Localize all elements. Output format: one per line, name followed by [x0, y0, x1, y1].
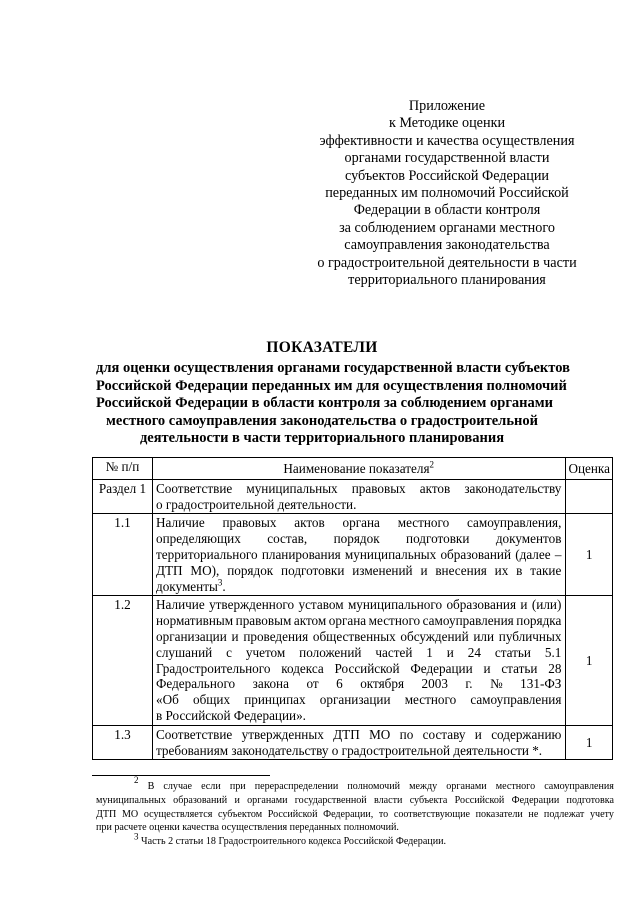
word: Федерации	[410, 660, 473, 676]
word: местного	[404, 692, 457, 708]
word: соответствующие	[393, 808, 470, 820]
word: Российской	[334, 660, 400, 676]
word: перераспределении	[254, 781, 339, 792]
word: между	[409, 781, 438, 792]
text-line	[156, 692, 561, 708]
row-num: Раздел 1	[93, 479, 153, 514]
word: Федерального	[156, 676, 236, 692]
word: внесения	[435, 562, 487, 578]
word: органа	[342, 515, 380, 531]
word: статьи	[494, 644, 531, 660]
row-name	[153, 725, 566, 760]
title-line: для оценки осуществления органами государственной власти субъектов	[96, 360, 570, 376]
text-line	[156, 597, 561, 613]
text-line: при расчете оценки качества осуществления переданных полномочий.	[96, 822, 399, 834]
word: органами	[247, 794, 288, 806]
header-name: Наименование показателя$^2$	[153, 458, 566, 480]
word: муниципальных	[344, 546, 437, 562]
word: (далее	[515, 546, 551, 562]
word: полномочий	[347, 781, 401, 792]
text-line	[156, 629, 561, 645]
word: самоуправления	[422, 613, 514, 629]
text-line	[96, 775, 614, 794]
word: закона	[252, 676, 289, 692]
text-line	[156, 481, 561, 497]
word: и	[420, 562, 428, 578]
appendix-line: Приложение	[408, 98, 486, 114]
word: изменений	[352, 562, 413, 578]
title-main: ПОКАЗАТЕЛИ	[266, 339, 378, 356]
word: образования	[446, 597, 517, 613]
row-num: 1.2	[93, 596, 153, 725]
word: правовых	[351, 480, 406, 496]
word: утвержденного	[209, 597, 295, 613]
appendix-header	[288, 98, 606, 289]
word: ДТП	[156, 562, 183, 578]
word: актов	[294, 515, 325, 531]
text-line: требованиям законодательству о градостроительной деятельности *.	[156, 742, 543, 758]
word: не	[528, 808, 539, 820]
word: публичных	[498, 628, 562, 644]
word: порядок	[333, 531, 380, 547]
table-header-row	[93, 458, 613, 480]
word: 5.1	[544, 644, 562, 660]
row-score: 1	[566, 514, 613, 596]
text-line	[156, 676, 561, 692]
text-line	[156, 661, 561, 677]
word: актом	[293, 613, 327, 629]
text-line	[156, 727, 561, 743]
word: и	[234, 794, 240, 806]
word: обсуждений	[400, 628, 469, 644]
word: 28	[548, 660, 562, 676]
word: нормативным	[156, 613, 234, 629]
appendix-line: субъектов Российской Федерации	[344, 167, 550, 184]
word: территориального	[156, 546, 258, 562]
appendix-line: самоуправления законодательства	[344, 237, 550, 254]
appendix-line: о градостроительной деятельности в части	[317, 254, 577, 271]
word: организации	[156, 628, 227, 644]
appendix-line: эффективности и качества осуществления	[319, 132, 575, 149]
indicator-row	[93, 596, 613, 725]
word: планирования	[261, 546, 341, 562]
word: МО),	[190, 562, 220, 578]
word: и	[520, 597, 528, 613]
row-num: 1.3	[93, 725, 153, 760]
header-num: № п/п	[93, 458, 153, 480]
word: учетом	[245, 644, 286, 660]
word: Наличие	[156, 515, 205, 531]
text-line	[156, 515, 561, 531]
appendix-line: Федерации в области контроля	[353, 202, 541, 219]
footnote-divider	[92, 775, 270, 776]
word: положений	[299, 644, 362, 660]
word: (или)	[531, 597, 562, 613]
footnote-ref: 3	[217, 577, 223, 588]
word: В	[147, 781, 155, 792]
text-line	[156, 531, 561, 547]
word: октября	[360, 676, 405, 692]
word: организации	[319, 692, 391, 708]
word: правовым	[235, 613, 292, 629]
word: определяющих	[156, 531, 241, 547]
word: самоуправления	[544, 781, 614, 792]
row-name	[153, 596, 566, 725]
word: и	[231, 628, 239, 644]
word: местного	[397, 515, 450, 531]
word: законодательству	[464, 480, 562, 496]
row-score	[566, 479, 613, 514]
word: власти	[373, 794, 403, 806]
footnotes	[96, 775, 614, 849]
word: состав,	[267, 531, 308, 547]
word: кодекса	[281, 660, 324, 676]
appendix-line: переданных им полномочий Российской	[325, 185, 569, 202]
word: или	[473, 628, 495, 644]
word: субъектом	[217, 808, 263, 820]
word: статьи	[501, 660, 538, 676]
word: муниципальных	[246, 480, 338, 496]
title-subtitle	[96, 360, 570, 448]
word: показатели	[475, 808, 523, 820]
word: подготовка	[566, 794, 614, 806]
text-line: документы$^3$.	[156, 577, 226, 594]
row-score: 1	[566, 725, 613, 760]
word: 24	[467, 644, 481, 660]
word: 1	[426, 644, 433, 660]
word: документов	[495, 531, 562, 547]
word: государственной	[294, 794, 367, 806]
word: правовых	[222, 515, 277, 531]
word: Российской	[267, 808, 318, 820]
indicator-row	[93, 514, 613, 596]
footnote-3: $^3$ Часть 2 статьи 18 Градостроительного кодекса Российской Федерации.	[134, 831, 447, 848]
appendix-line: к Методике оценки	[388, 115, 506, 132]
word: образований	[173, 794, 228, 806]
text-line: о градостроительной деятельности.	[156, 496, 357, 512]
word: органа	[328, 613, 367, 629]
title-line: деятельности в части территориального планирования	[139, 430, 505, 447]
word: «Об	[156, 692, 179, 708]
word: проведения	[243, 628, 309, 644]
word: 131-ФЗ	[520, 676, 562, 692]
word: принципах	[244, 692, 306, 708]
word: осуществляется	[143, 808, 213, 820]
word: учету	[589, 808, 614, 820]
word: и	[446, 644, 454, 660]
word: Соответствие	[156, 480, 233, 496]
word: г.	[465, 676, 473, 692]
word: частей	[375, 644, 413, 660]
indicators-table	[92, 457, 613, 760]
word: общественных	[312, 628, 396, 644]
footnote-marker: 2	[134, 775, 139, 785]
word: МО	[369, 726, 391, 742]
word: органами	[446, 781, 487, 792]
word: Федерации,	[323, 808, 374, 820]
text-line	[156, 547, 561, 563]
appendix-line: органами государственной власти	[344, 150, 550, 167]
word: такие	[530, 562, 562, 578]
word: 2003	[421, 676, 448, 692]
row-score: 1	[566, 596, 613, 725]
word: порядка	[516, 613, 562, 629]
word: подлежат	[543, 808, 585, 820]
word: и	[483, 660, 491, 676]
word: самоуправления,	[467, 515, 562, 531]
word: образований	[440, 546, 512, 562]
word: то	[378, 808, 389, 820]
row-name	[153, 514, 566, 596]
word: самоуправления	[470, 692, 562, 708]
word: при	[229, 781, 246, 792]
word: содержанию	[491, 726, 562, 742]
word: по	[399, 726, 414, 742]
appendix-line: территориального планирования	[348, 272, 546, 289]
word: если	[201, 781, 221, 792]
word: подготовки	[406, 531, 470, 547]
word: Градостроительного	[156, 660, 271, 676]
section-row	[93, 479, 613, 514]
word: слушаний	[156, 644, 213, 660]
word: общих	[192, 692, 231, 708]
footnote-marker: 3	[134, 831, 139, 842]
word: местного	[368, 613, 421, 629]
row-num: 1.1	[93, 514, 153, 596]
title-line: местного самоуправления законодательства о градостроительной	[106, 412, 538, 429]
text-line	[96, 794, 614, 808]
word: утвержденных	[241, 726, 324, 742]
word: порядок	[227, 562, 274, 578]
word: составу	[422, 726, 466, 742]
word: Федерации	[511, 794, 560, 806]
header-score: Оценка	[566, 458, 613, 480]
word: от	[306, 676, 319, 692]
word: с	[226, 644, 232, 660]
word: Наличие	[156, 597, 205, 613]
word: их	[494, 562, 509, 578]
word: подготовки	[281, 562, 345, 578]
word: –	[554, 546, 562, 562]
indicator-row	[93, 725, 613, 760]
word: ДТП	[333, 726, 360, 742]
text-line	[156, 645, 561, 661]
text-line	[96, 808, 614, 822]
word: муниципальных	[96, 794, 166, 806]
appendix-line: за соблюдением органами местного	[339, 219, 555, 236]
word: местного	[495, 781, 536, 792]
text-line	[156, 613, 561, 629]
title-line: Российской Федерации в области контроля за соблюдением органами	[96, 395, 554, 412]
text-line: в Российской Федерации».	[156, 707, 306, 723]
document-title	[96, 339, 570, 448]
word: Соответствие	[156, 726, 233, 742]
word: МО	[121, 808, 139, 820]
word: актов	[419, 480, 451, 496]
word: муниципального	[347, 597, 443, 613]
word: №	[490, 676, 503, 692]
word: субъекта	[409, 794, 448, 806]
row-name	[153, 479, 566, 514]
text-line	[156, 563, 561, 579]
word: в	[516, 562, 523, 578]
word: ДТП	[96, 808, 117, 820]
word: уставом	[298, 597, 344, 613]
title-line: Российской Федерации переданных им для осуществления полномочий	[96, 377, 567, 394]
word: Российской	[454, 794, 505, 806]
word: 6	[336, 676, 343, 692]
word: случае	[163, 781, 192, 792]
word: и	[474, 726, 482, 742]
